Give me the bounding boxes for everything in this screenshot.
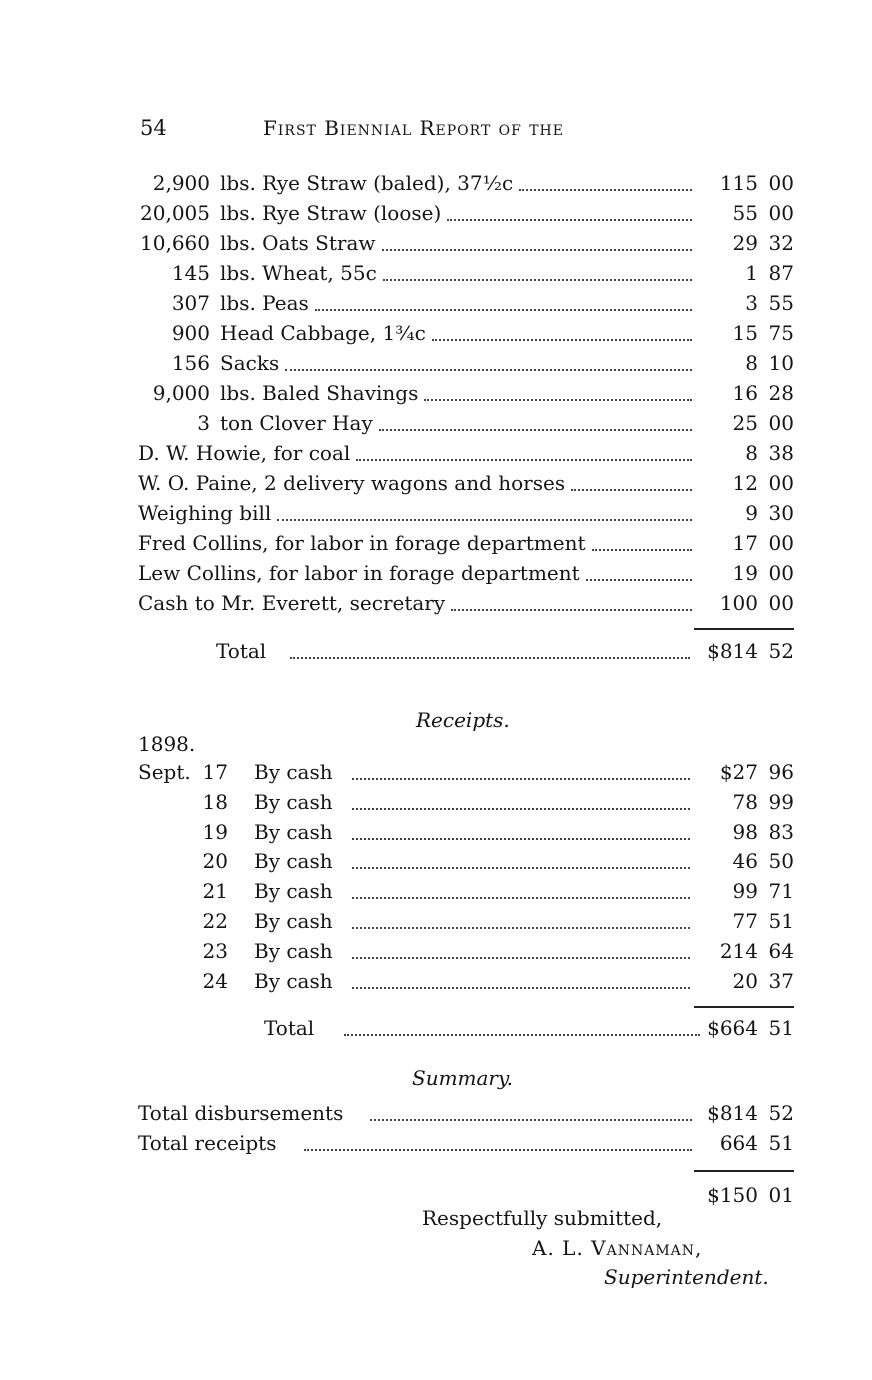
disbursement-row [138,318,798,348]
item-description: ton Clover Hay [220,411,373,435]
receipt-label: By cash [254,849,333,874]
receipt-row [138,817,798,847]
amount-cents: 64 [768,938,794,963]
receipt-row [138,757,798,787]
disbursement-row [138,378,798,408]
leader-dots [352,987,690,989]
item-quantity: 2,900 [152,171,210,195]
amount-dollars: 17 [732,531,758,555]
amount-dollars: $814 [707,1101,758,1125]
amount-cents: 37 [768,968,794,993]
item-description: Cash to Mr. Everett, secretary [138,591,446,615]
disbursement-row [138,228,798,258]
disbursement-row [138,168,798,198]
amount-cents: 51 [768,909,794,933]
page-header [138,116,798,148]
leader-dots [592,549,692,551]
summary-title: Summary. [412,1066,513,1090]
amount-dollars: 214 [719,938,758,963]
leader-dots [352,838,690,840]
amount-cents: 75 [768,321,794,345]
amount-dollars: 12 [732,471,758,495]
amount-dollars: $27 [719,760,758,784]
item-description: Head Cabbage, 1¾c [220,321,426,345]
item-description: D. W. Howie, for coal [138,441,351,465]
receipts-total-row [138,1013,798,1043]
disbursement-row [138,588,798,618]
amount-dollars: 77 [732,909,758,933]
amount-dollars: 55 [732,201,758,225]
receipt-label: By cash [254,789,333,814]
item-quantity: 145 [171,261,210,285]
item-quantity: 9,000 [152,381,210,405]
amount-dollars: 98 [732,819,758,844]
leader-dots [277,519,692,521]
amount-dollars: 3 [745,291,758,315]
disbursements-total-row [138,636,798,666]
amount-cents: 01 [768,1183,794,1207]
receipt-day: 22 [202,909,228,933]
amount-cents: 99 [768,789,794,814]
amount-cents: 32 [768,231,794,255]
receipt-row [138,787,798,817]
amount-dollars: 20 [732,968,758,993]
amount-cents: 00 [768,201,794,225]
item-quantity: 307 [171,291,210,315]
disbursement-row [138,558,798,588]
amount-cents: 28 [768,381,794,405]
amount-dollars: 25 [732,411,758,435]
amount-cents: 83 [768,819,794,844]
receipts-title: Receipts. [416,708,510,732]
receipt-day: 24 [202,968,228,993]
amount-dollars: 1 [745,261,758,285]
receipt-day: 17 [202,760,228,784]
amount-cents: 10 [768,351,794,375]
amount-dollars: 8 [745,441,758,465]
receipt-day: 21 [202,879,228,904]
summary-label: Total disbursements [138,1101,344,1125]
leader-dots [352,778,690,780]
amount-dollars: 100 [719,591,758,615]
item-description: W. O. Paine, 2 delivery wagons and horses [138,471,566,495]
item-description: lbs. Oats Straw [220,231,376,255]
signature-closing: Respectfully submitted, [422,1206,663,1230]
disbursement-row [138,468,798,498]
item-description: lbs. Peas [220,291,309,315]
amount-dollars: $150 [707,1183,758,1207]
receipt-label: By cash [254,968,333,993]
disbursement-row [138,498,798,528]
summary-row [138,1128,798,1158]
disbursement-row [138,198,798,228]
total-label: Total [264,1016,315,1040]
amount-cents: 00 [768,471,794,495]
receipt-row [138,966,798,996]
item-quantity: 20,005 [140,201,210,225]
receipt-row [138,846,798,876]
item-description: lbs. Rye Straw (baled), 37½c [220,171,514,195]
amount-dollars: $664 [707,1016,758,1040]
leader-dots [352,808,690,810]
item-description: Lew Collins, for labor in forage department [138,561,580,585]
leader-dots [382,249,692,251]
signature-title: Superintendent. [604,1265,769,1289]
leader-dots [315,309,692,311]
leader-dots [344,1034,700,1036]
receipt-month: Sept. [138,760,191,784]
leader-dots [352,927,690,929]
receipts-year: 1898. [138,732,196,756]
leader-dots [447,219,692,221]
disbursement-row [138,528,798,558]
receipt-label: By cash [254,938,333,963]
item-description: Weighing bill [138,501,272,525]
receipt-day: 19 [202,819,228,844]
leader-dots [352,867,690,869]
receipt-row [138,936,798,966]
amount-dollars: 19 [732,561,758,585]
receipt-label: By cash [254,909,333,933]
disbursement-row [138,288,798,318]
total-label: Total [216,639,267,663]
item-quantity: 10,660 [140,231,210,255]
disbursement-row [138,408,798,438]
amount-dollars: 29 [732,231,758,255]
amount-dollars: $814 [707,639,758,663]
amount-cents: 38 [768,441,794,465]
leader-dots [571,489,692,491]
running-head: First Biennial Report of the [263,116,564,140]
amount-cents: 71 [768,879,794,904]
disbursement-row [138,438,798,468]
amount-cents: 50 [768,849,794,874]
amount-cents: 87 [768,261,794,285]
item-quantity: 3 [197,411,210,435]
item-description: lbs. Baled Shavings [220,381,419,405]
amount-cents: 52 [768,639,794,663]
receipt-row [138,876,798,906]
amount-dollars: 8 [745,351,758,375]
amount-cents: 55 [768,291,794,315]
receipt-day: 23 [202,938,228,963]
amount-dollars: 115 [719,171,758,195]
amount-dollars: 99 [732,879,758,904]
leader-dots [586,579,692,581]
item-quantity: 900 [171,321,210,345]
item-description: Fred Collins, for labor in forage department [138,531,586,555]
leader-dots [379,429,692,431]
disbursement-row [138,348,798,378]
item-description: Sacks [220,351,280,375]
amount-cents: 51 [768,1016,794,1040]
receipt-label: By cash [254,819,333,844]
amount-cents: 00 [768,411,794,435]
amount-cents: 00 [768,591,794,615]
amount-cents: 00 [768,531,794,555]
amount-cents: 00 [768,561,794,585]
receipt-day: 20 [202,849,228,874]
summary-label: Total receipts [138,1131,277,1155]
balance-rule [694,1170,794,1172]
amount-cents: 30 [768,501,794,525]
signature-name: A. L. Vannaman, [532,1236,703,1260]
amount-cents: 00 [768,171,794,195]
leader-dots [451,609,692,611]
amount-cents: 96 [768,760,794,784]
leader-dots [383,279,692,281]
amount-dollars: 78 [732,789,758,814]
receipt-row [138,906,798,936]
total-rule [694,628,794,630]
amount-dollars: 15 [732,321,758,345]
leader-dots [356,459,692,461]
leader-dots [285,369,692,371]
leader-dots [432,339,692,341]
leader-dots [290,657,690,659]
amount-cents: 52 [768,1101,794,1125]
amount-dollars: 664 [719,1131,758,1155]
disbursement-row [138,258,798,288]
receipts-total-rule [694,1006,794,1008]
amount-dollars: 16 [732,381,758,405]
item-quantity: 156 [171,351,210,375]
summary-row [138,1098,798,1128]
receipt-label: By cash [254,760,333,784]
page-number: 54 [140,116,167,140]
leader-dots [424,399,692,401]
leader-dots [352,957,690,959]
amount-cents: 51 [768,1131,794,1155]
amount-dollars: 9 [745,501,758,525]
amount-dollars: 46 [732,849,758,874]
receipt-day: 18 [202,789,228,814]
leader-dots [519,189,692,191]
item-description: lbs. Wheat, 55c [220,261,377,285]
leader-dots [370,1119,692,1121]
leader-dots [352,897,690,899]
leader-dots [304,1149,692,1151]
receipt-label: By cash [254,879,333,904]
item-description: lbs. Rye Straw (loose) [220,201,442,225]
